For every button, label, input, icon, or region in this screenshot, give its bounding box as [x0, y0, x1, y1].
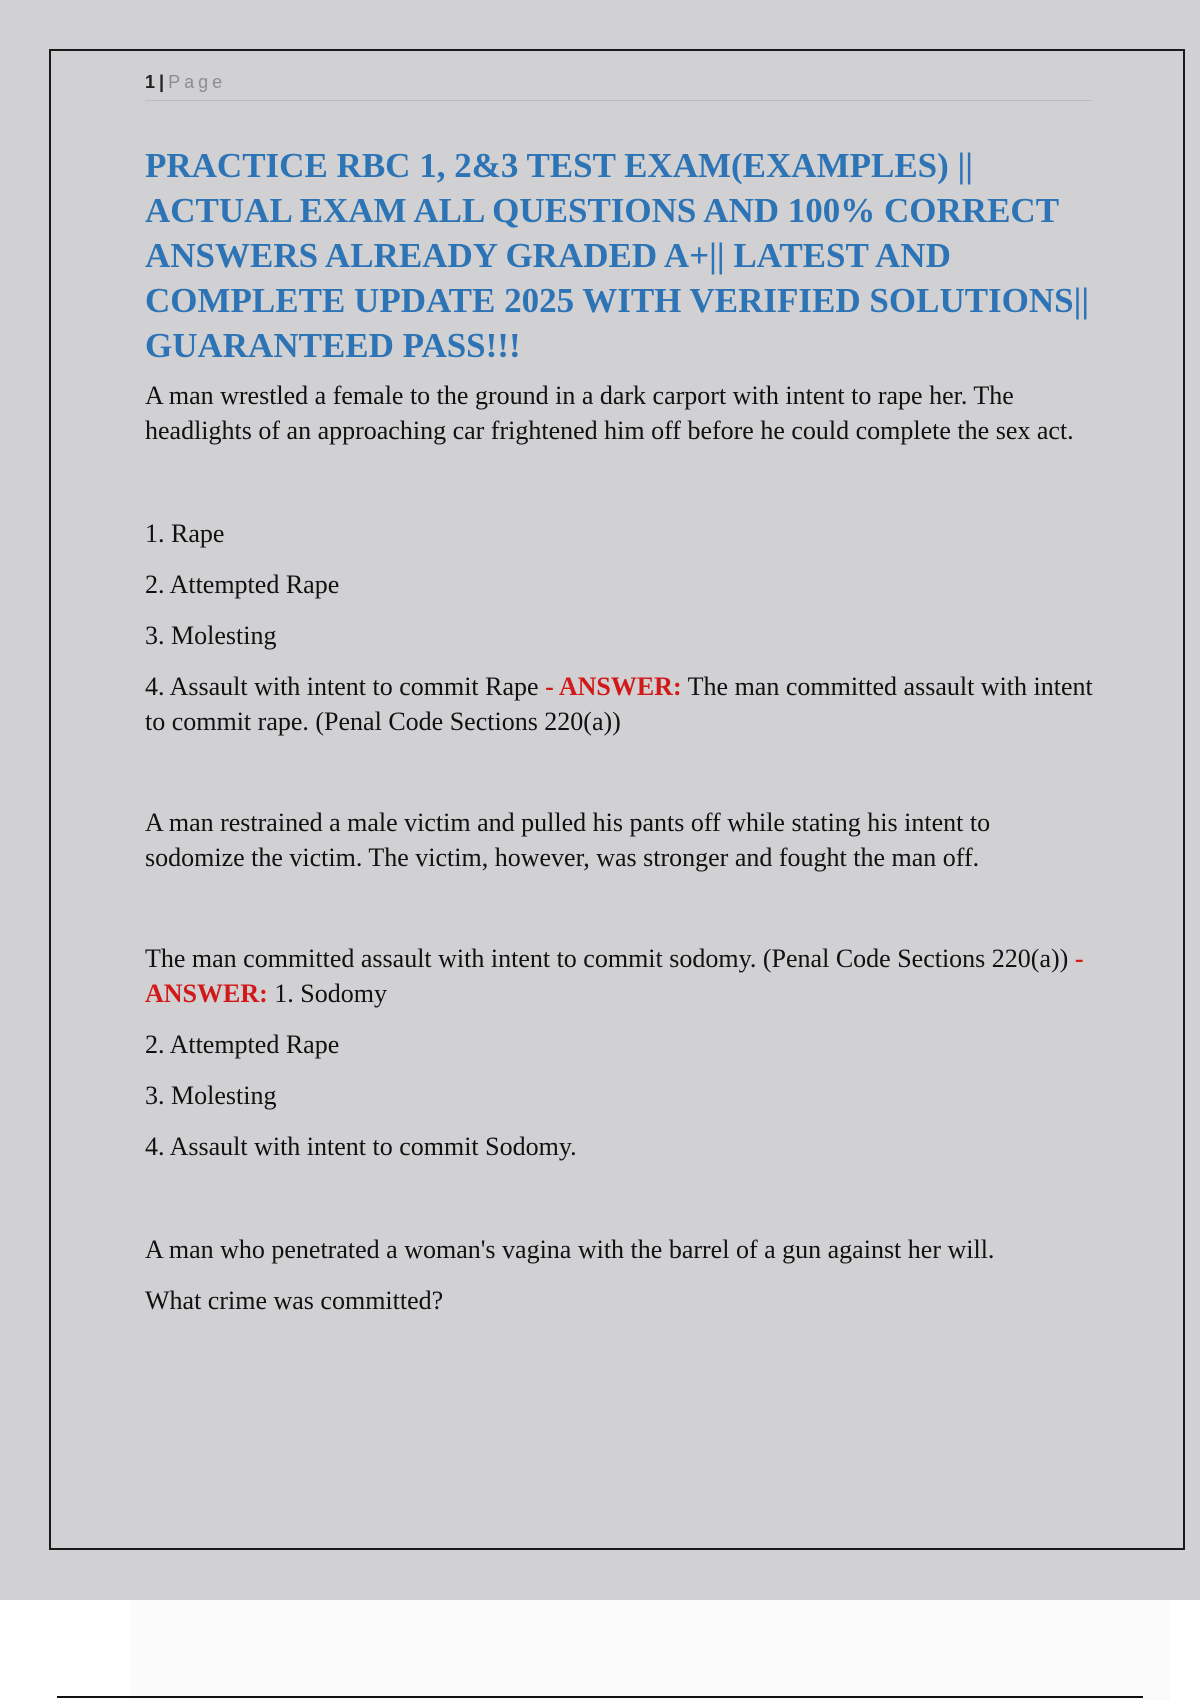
page-separator: |: [159, 72, 165, 92]
q1-option-4: 4. Assault with intent to commit Rape: [145, 672, 539, 701]
q2-option-4: 4. Assault with intent to commit Sodomy.: [145, 1132, 577, 1161]
q1-answer-sep: -: [538, 672, 559, 701]
q1-option-2: 2. Attempted Rape: [145, 570, 340, 599]
question-1-text: A man wrestled a female to the ground in a dark carport with intent to rape her. The headlights of an approaching car frightened him off before he could complete the sex act.: [145, 381, 1074, 445]
q2-answer-line: [145, 941, 1095, 1011]
question-3-text: A man who penetrated a woman's vagina with the barrel of a gun against her will.: [145, 1235, 995, 1264]
q2-option-2: 2. Attempted Rape: [145, 1030, 340, 1059]
q2-answer-lead: The man committed assault with intent to commit sodomy. (Penal Code Sections 220(a)): [145, 944, 1069, 973]
q2-answer-label: ANSWER:: [145, 979, 268, 1008]
document-title: PRACTICE RBC 1, 2&3 TEST EXAM(EXAMPLES) || ACTUAL EXAM ALL QUESTIONS AND 100% CORRECT ANSWERS ALREADY GRADED A+|| LATEST AND COMPLETE UPDATE 2025 WITH VERIFIED SOLUTIONS|| GUARANTEED PASS!!!: [145, 146, 1090, 365]
question-3-followup: What crime was committed?: [145, 1286, 444, 1315]
document-body: [145, 143, 1095, 1334]
q1-answer-text: The man committed assault with intent to commit rape. (Penal Code Sections 220(a)): [145, 672, 1093, 736]
next-page-preview: [130, 1600, 1170, 1700]
question-2-text: A man restrained a male victim and pulled his pants off while stating his intent to sodomize the victim. The victim, however, was stronger and fought the man off.: [145, 808, 991, 872]
page-header: [145, 72, 1092, 101]
page-label: Page: [168, 72, 227, 92]
next-page-border: [57, 1696, 1143, 1698]
q2-answer-text: 1. Sodomy: [267, 979, 387, 1008]
q1-option-3: 3. Molesting: [145, 621, 277, 650]
q1-option-4-answer: [145, 669, 1095, 739]
q1-answer-label: ANSWER:: [558, 672, 682, 701]
q1-option-1: 1. Rape: [145, 519, 225, 548]
page-number: 1: [145, 72, 156, 92]
q2-answer-sep: -: [1068, 944, 1084, 973]
q2-option-3: 3. Molesting: [145, 1081, 277, 1110]
